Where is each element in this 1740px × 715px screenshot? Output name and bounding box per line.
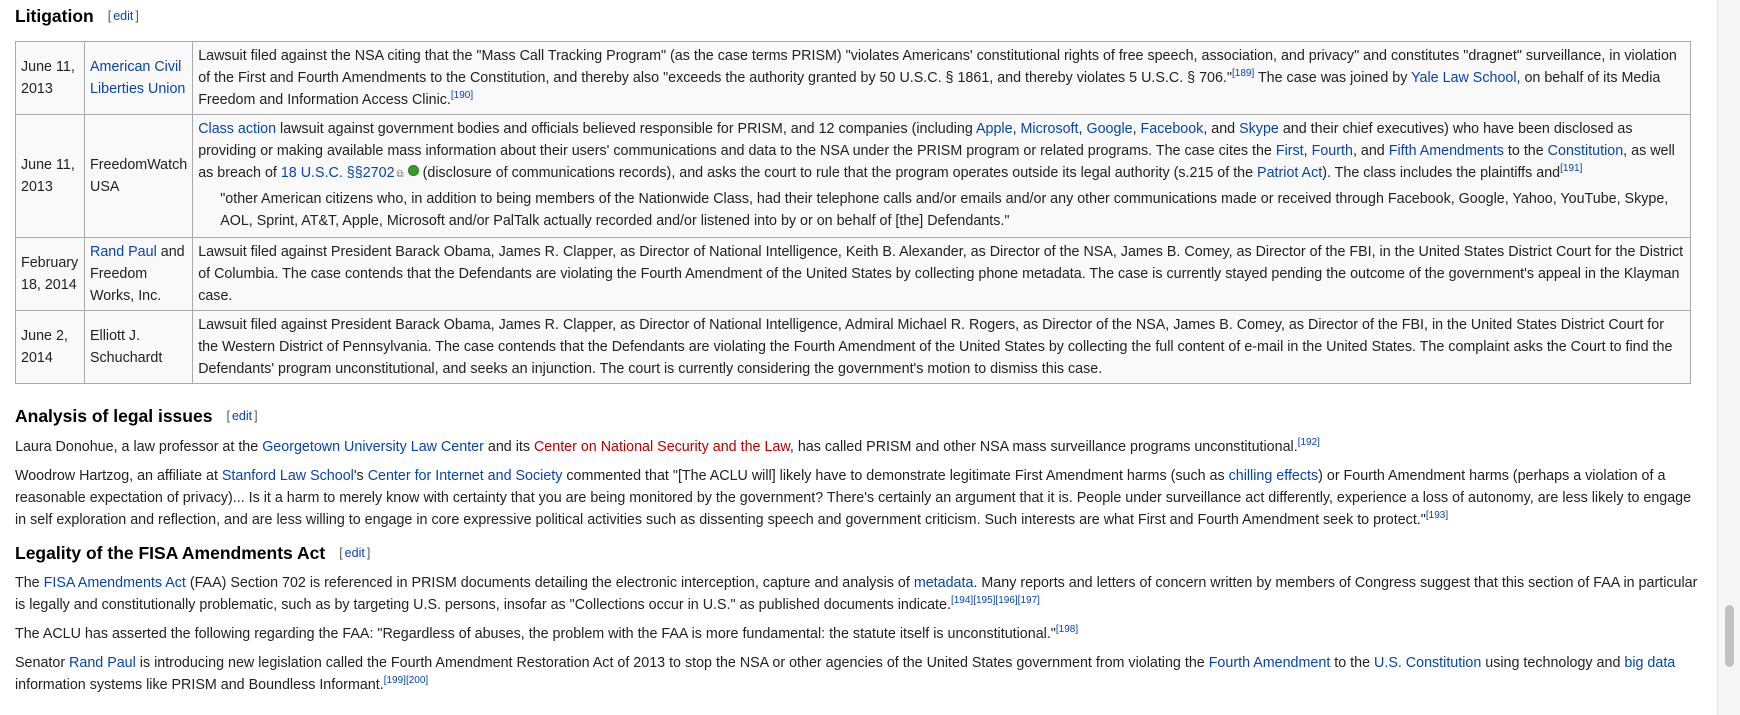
- analysis-heading-row: [15, 404, 1698, 428]
- scrollbar-thumb[interactable]: [1725, 605, 1734, 667]
- link-rand-paul[interactable]: Rand Paul: [90, 244, 157, 260]
- blockquote: "other American citizens who, in addition to being members of the Nationwide Class, had their telephone calls and/or emails and/or any other communications made or received through Facebook, Google, Yahoo, YouTube, Skype, AOL, Sprint, AT&T, Apple, Microsoft and/or PalTalk actually recorded and/or listened into by or on behalf of [the] Defendants.": [220, 191, 1669, 229]
- table-row: [16, 115, 1691, 238]
- link-georgetown-law[interactable]: Georgetown University Law Center: [262, 439, 484, 455]
- paragraph: [15, 465, 1698, 531]
- section-heading-fisa: Legality of the FISA Amendments Act: [15, 543, 326, 563]
- desc-text: lawsuit against government bodies and officials believed responsible for PRISM, and 12 companies (including: [276, 121, 976, 137]
- edit-link[interactable]: edit: [344, 546, 365, 560]
- green-dot-icon: [408, 165, 419, 176]
- link-fisa-amendments-act[interactable]: FISA Amendments Act: [43, 575, 186, 591]
- ref-link[interactable]: [189]: [1231, 68, 1255, 80]
- plaintiff-cell: [85, 238, 193, 311]
- date-cell: June 2, 2014: [16, 311, 85, 384]
- link-chilling-effects[interactable]: chilling effects: [1228, 468, 1319, 484]
- text: . Many reports and letters of concern written by members of Congress suggest that this section of FAA in particular is legally and constitutionally problematic, such as by targeting U.S. persons, insofar as "Collections occur in U.S." as published documents indicate.: [15, 575, 1698, 613]
- link-skype[interactable]: Skype: [1239, 121, 1279, 137]
- edit-link[interactable]: edit: [113, 9, 134, 23]
- link-fourth[interactable]: Fourth: [1311, 143, 1353, 159]
- link-constitution[interactable]: Constitution: [1547, 143, 1624, 159]
- paragraph: [15, 652, 1698, 696]
- date-cell: February 18, 2014: [16, 238, 85, 311]
- plaintiff-cell: Elliott J. Schuchardt: [85, 311, 193, 384]
- ref-link[interactable]: [198]: [1055, 624, 1079, 636]
- link-class-action[interactable]: Class action: [198, 121, 277, 137]
- link-yale-law-school[interactable]: Yale Law School: [1411, 70, 1517, 86]
- link-google[interactable]: Google: [1086, 121, 1133, 137]
- link-rand-paul[interactable]: Rand Paul: [69, 655, 136, 671]
- link-first[interactable]: First: [1275, 143, 1304, 159]
- edit-section-fisa: [ edit ]: [339, 546, 371, 560]
- edit-section-analysis: [ edit ]: [226, 409, 258, 423]
- ref-link[interactable]: [199][200]: [383, 675, 429, 687]
- text: Woodrow Hartzog, an affiliate at: [15, 468, 222, 484]
- link-center-national-security[interactable]: Center on National Security and the Law: [533, 439, 790, 455]
- desc-text: to the: [1503, 143, 1548, 159]
- description-cell: Class action lawsuit against government bodies and officials believed responsible for PRISM, and 12 companies (including Apple, Microsoft, Google, Facebook, and Skype and their chief executives) who have been disclosed as providing or making available mass information about their users' communications and data to the NSA under the PRISM program or related programs. The case cites the First, Fourth, and Fifth Amendments to the Constitution, as well as breach of 18 U.S.C. §§2702 ⧉ (disclosure of communications records), and asks the court to rule that the program operates outside its legal authority (s.215 of the Patriot Act). The class includes the plaintiffs and[191] "other American citizens who, in addition to being members of the Nationwide Class, had their telephone calls and/or emails and/or any other communications made or received through Facebook, Google, Yahoo, YouTube, Skype, AOL, Sprint, AT&T, Apple, Microsoft and/or PalTalk actually recorded and/or listened into by or on behalf of [the] Defendants.": [193, 115, 1691, 238]
- text: 's: [353, 468, 368, 484]
- text: The ACLU has asserted the following regarding the FAA: "Regardless of abuses, the problem with the FAA is more fundamental: the statute itself is unconstitutional.": [15, 626, 1056, 642]
- ref-link[interactable]: [194][195][196][197]: [950, 595, 1040, 607]
- edit-section-litigation: [ edit ]: [107, 9, 139, 23]
- litigation-table: [15, 41, 1691, 384]
- desc-text: The case was joined by: [1254, 70, 1412, 86]
- link-18-usc-2702[interactable]: 18 U.S.C. §§2702: [280, 165, 395, 181]
- desc-text: , as well as breach of: [198, 143, 1675, 181]
- link-fourth-amendment[interactable]: Fourth Amendment: [1208, 655, 1331, 671]
- link-stanford-law[interactable]: Stanford Law School: [221, 468, 354, 484]
- text: , has called PRISM and other NSA mass surveillance programs unconstitutional.: [789, 439, 1298, 455]
- text: is introducing new legislation called the Fourth Amendment Restoration Act of 2013 to stop the NSA or other agencies of the United States government from violating the: [135, 655, 1209, 671]
- ref-link[interactable]: [190]: [450, 90, 474, 102]
- description-cell: Lawsuit filed against President Barack Obama, James R. Clapper, as Director of National Intelligence, Admiral Michael R. Rogers, as Director of the NSA, James B. Comey, as Director of the FBI, in the United States District Court for the Western District of Pennsylvania. The case contends that the Defendants are violating the Fourth Amendment of the United States by collecting the full content of e-mail in the United States. The complaint asks the Court to find the Defendants' program unconstitutional, and seeks an injunction. The court is currently considering the government's motion to dismiss this case.: [193, 311, 1691, 384]
- text: Senator: [15, 655, 70, 671]
- date-cell: June 11, 2013: [16, 42, 85, 115]
- text: Laura Donohue, a law professor at the: [15, 439, 263, 455]
- ref-link[interactable]: [192]: [1297, 437, 1320, 449]
- plaintiff-cell: FreedomWatch USA: [85, 115, 193, 238]
- link-center-internet-society[interactable]: Center for Internet and Society: [367, 468, 563, 484]
- ref-link[interactable]: [193]: [1425, 510, 1449, 522]
- table-row: [16, 238, 1691, 311]
- paragraph: [15, 572, 1698, 616]
- link-facebook[interactable]: Facebook: [1140, 121, 1204, 137]
- table-row: [16, 311, 1691, 384]
- text: ) or Fourth Amendment harms (perhaps a violation of a reasonable expectation of privacy)... Is it a harm to merely know with certainty that you are being monitored by the government? There's certainly an argument that it is. People under surveillance act differently, experience a loss of autonomy, are less likely to engage in self exploration and reflection, and are less willing to engage in core expressive political activities such as dissenting speech and government criticism. Such interests are what First and Fourth Amendment seek to protect.": [15, 468, 1692, 528]
- paragraph: [15, 436, 1698, 458]
- article-content: [15, 0, 1698, 696]
- link-patriot-act[interactable]: Patriot Act: [1257, 165, 1323, 181]
- fisa-heading-row: [15, 541, 1698, 565]
- desc-text: , and: [1203, 121, 1240, 137]
- link-metadata[interactable]: metadata: [913, 575, 974, 591]
- text: commented that "[The ACLU will] likely have to demonstrate legitimate First Amendment harms (such as: [562, 468, 1229, 484]
- link-us-constitution[interactable]: U.S. Constitution: [1374, 655, 1482, 671]
- description-cell: [193, 42, 1691, 115]
- link-microsoft[interactable]: Microsoft: [1020, 121, 1079, 137]
- link-apple[interactable]: Apple: [975, 121, 1013, 137]
- desc-text: Lawsuit filed against the NSA citing that the "Mass Call Tracking Program" (as the case terms PRISM) "violates Americans' constitutional rights of free speech, association, and privacy" and constitutes "dragnet" surveillance, in violation of the First and Fourth Amendments to the Constitution, and thereby also "exceeds the authority granted by 50 U.S.C. § 1861, and thereby violates 5 U.S.C. § 706.": [198, 48, 1677, 86]
- text: and its: [483, 439, 534, 455]
- date-cell: June 11, 2013: [16, 115, 85, 238]
- desc-text: and their chief executives) who have been disclosed as providing or making available mass information about their users' communications and data to the NSA under the PRISM program or related programs. The case cites the: [198, 121, 1633, 159]
- external-link-icon: ⧉: [396, 169, 404, 180]
- link-big-data[interactable]: big data: [1624, 655, 1676, 671]
- table-row: [16, 42, 1691, 115]
- text: using technology and: [1481, 655, 1625, 671]
- litigation-heading-row: [15, 4, 1698, 28]
- text: (FAA) Section 702 is referenced in PRISM documents detailing the electronic interception, capture and analysis of: [185, 575, 914, 591]
- desc-text: , on behalf of its Media Freedom and Information Access Clinic.: [198, 70, 1661, 108]
- paragraph: [15, 623, 1698, 645]
- section-heading-litigation: Litigation: [15, 6, 94, 26]
- section-heading-analysis: Analysis of legal issues: [15, 406, 213, 426]
- link-fifth-amendments[interactable]: Fifth Amendments: [1388, 143, 1504, 159]
- text: to the: [1330, 655, 1375, 671]
- plaintiff-link-aclu[interactable]: American Civil Liberties Union: [90, 59, 186, 97]
- edit-link[interactable]: edit: [231, 409, 253, 423]
- plaintiff-text: and Freedom Works, Inc.: [90, 244, 185, 304]
- desc-text: ). The class includes the plaintiffs and: [1322, 165, 1561, 181]
- ref-link[interactable]: [191]: [1560, 163, 1583, 175]
- plaintiff-cell: [85, 42, 193, 115]
- vertical-scrollbar[interactable]: [1717, 0, 1740, 715]
- text: The: [15, 575, 44, 591]
- text: information systems like PRISM and Boundless Informant.: [15, 677, 384, 693]
- description-cell: Lawsuit filed against President Barack Obama, James R. Clapper, as Director of National Intelligence, Keith B. Alexander, as Director of the NSA, James B. Comey, as Director of the FBI, in the United States District Court for the District of Columbia. The case contends that the Defendants are violating the Fourth Amendment of the United States by collecting phone metadata. The case is currently stayed pending the outcome of the government's appeal in the Klayman case.: [193, 238, 1691, 311]
- desc-text: (disclosure of communications records), and asks the court to rule that the program operates outside its legal authority (s.215 of the: [418, 165, 1258, 181]
